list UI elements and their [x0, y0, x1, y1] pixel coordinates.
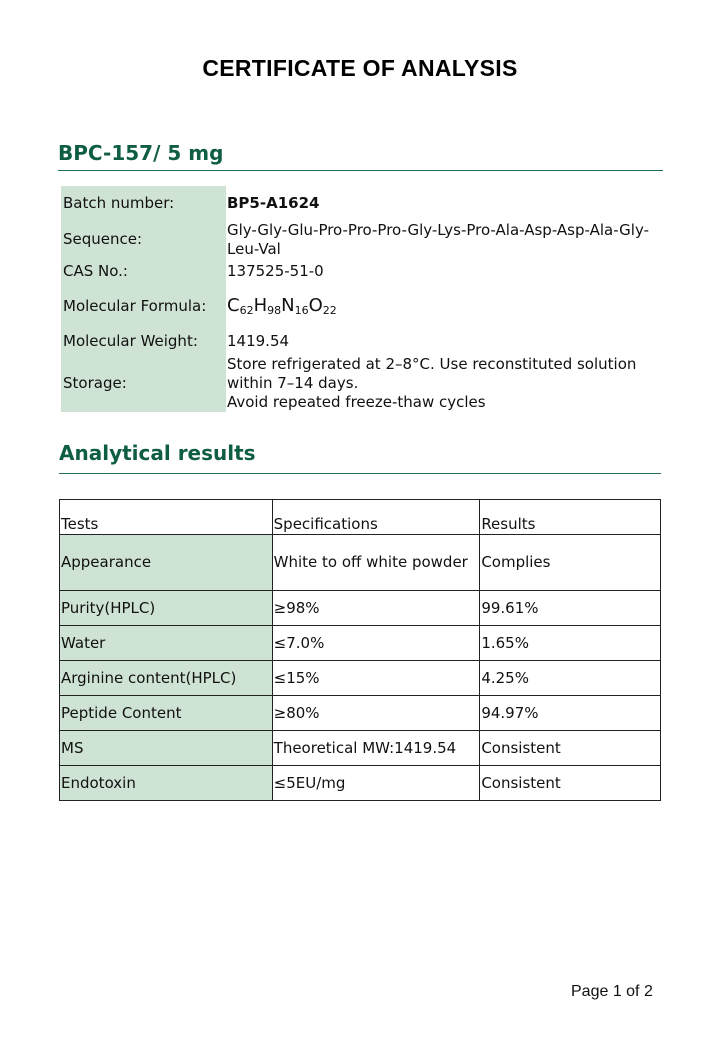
test-name: Arginine content(HPLC)	[60, 661, 273, 696]
table-row	[60, 535, 661, 591]
test-spec: ≥80%	[272, 696, 480, 731]
page-number: Page 1 of 2	[571, 983, 653, 1000]
test-spec: ≤5EU/mg	[272, 766, 480, 801]
test-name: Peptide Content	[60, 696, 273, 731]
formula-hydrogen-count: 98	[267, 304, 282, 317]
formula-carbon: C	[227, 295, 240, 316]
storage-line-1: Store refrigerated at 2–8°C. Use reconstituted solution within 7–14 days.	[227, 355, 637, 392]
test-result: 4.25%	[480, 661, 661, 696]
product-heading: BPC-157/ 5 mg	[58, 141, 224, 165]
table-header-row	[60, 500, 661, 535]
results-heading: Analytical results	[59, 441, 256, 465]
results-divider	[59, 473, 661, 474]
formula-nitrogen-count: 16	[294, 304, 309, 317]
sequence-label: Sequence:	[63, 230, 143, 248]
formula-oxygen: O	[308, 295, 323, 316]
test-name: Water	[60, 626, 273, 661]
test-result: 94.97%	[480, 696, 661, 731]
test-spec: ≥98%	[272, 591, 480, 626]
formula-hydrogen: H	[253, 295, 268, 316]
test-name: Purity(HPLC)	[60, 591, 273, 626]
formula-nitrogen: N	[281, 295, 295, 316]
weight-value: 1419.54	[227, 332, 290, 350]
document-title: CERTIFICATE OF ANALYSIS	[202, 55, 518, 81]
table-row	[60, 766, 661, 801]
header-results: Results	[480, 500, 661, 535]
table-row	[60, 696, 661, 731]
test-spec: Theoretical MW:1419.54	[272, 731, 480, 766]
cas-label: CAS No.:	[63, 262, 128, 280]
test-result: 99.61%	[480, 591, 661, 626]
header-tests: Tests	[60, 500, 273, 535]
test-spec: ≤15%	[272, 661, 480, 696]
test-spec: White to off white powder	[272, 535, 480, 591]
weight-label: Molecular Weight:	[63, 332, 198, 350]
test-spec: ≤7.0%	[272, 626, 480, 661]
test-result: Consistent	[480, 731, 661, 766]
formula-oxygen-count: 22	[322, 304, 337, 317]
storage-label: Storage:	[63, 374, 127, 392]
table-row	[60, 591, 661, 626]
test-result: Consistent	[480, 766, 661, 801]
test-name: Appearance	[60, 535, 273, 591]
formula-label: Molecular Formula:	[63, 297, 207, 315]
storage-value	[227, 355, 677, 412]
table-row	[60, 661, 661, 696]
formula-value	[227, 296, 677, 320]
test-name: Endotoxin	[60, 766, 273, 801]
test-result: Complies	[480, 535, 661, 591]
results-table	[59, 499, 661, 801]
header-specifications: Specifications	[272, 500, 480, 535]
table-row	[60, 626, 661, 661]
sequence-value: Gly-Gly-Glu-Pro-Pro-Pro-Gly-Lys-Pro-Ala-Asp-Asp-Ala-Gly-Leu-Val	[227, 221, 649, 258]
formula-carbon-count: 62	[239, 304, 254, 317]
heading-divider	[58, 170, 663, 171]
test-name: MS	[60, 731, 273, 766]
test-result: 1.65%	[480, 626, 661, 661]
batch-value: BP5-A1624	[227, 194, 320, 212]
batch-label: Batch number:	[63, 194, 175, 212]
cas-value: 137525-51-0	[227, 262, 324, 280]
table-row	[60, 731, 661, 766]
storage-line-2: Avoid repeated freeze-thaw cycles	[227, 393, 486, 411]
